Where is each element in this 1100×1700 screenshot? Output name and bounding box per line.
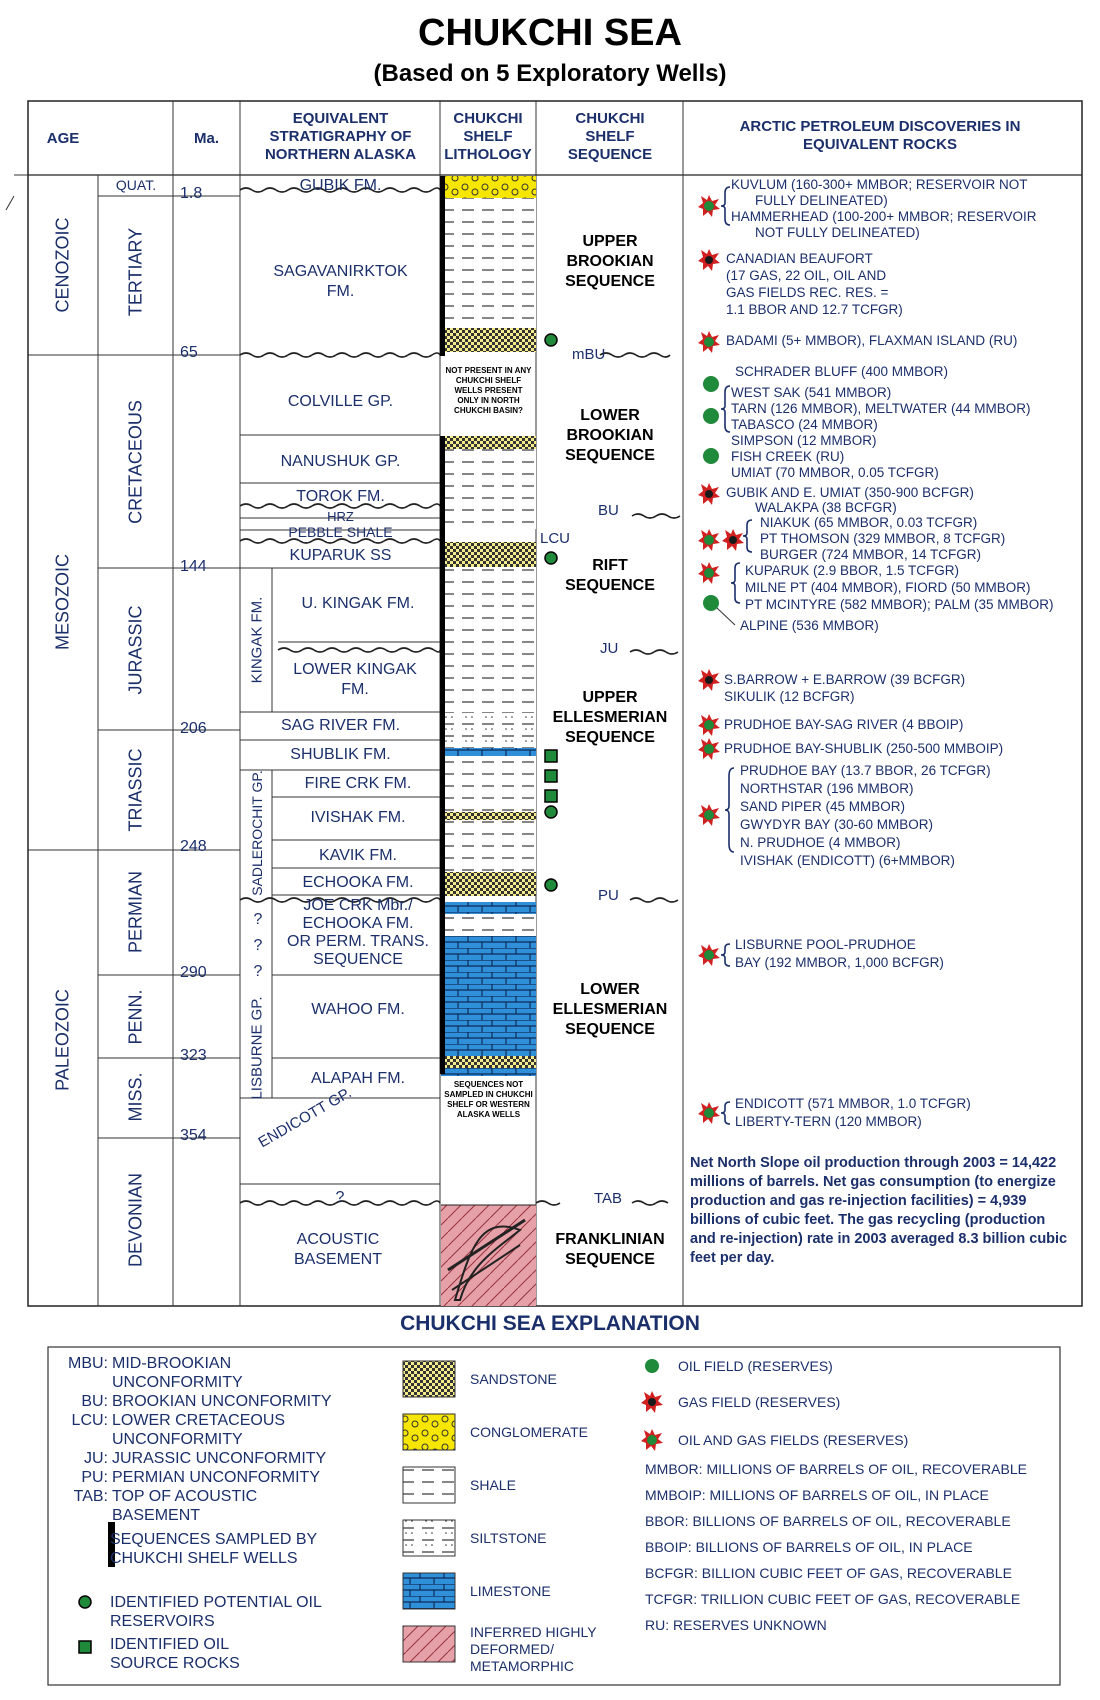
unc-pu: PU [598, 887, 619, 904]
legend-gas-field: GAS FIELD (RESERVES) [678, 1394, 841, 1410]
period-penn: PENN. [125, 989, 146, 1045]
disc-0: KUVLUM (160-300+ MMBOR; RESERVOIR NOT [731, 177, 1028, 192]
disc-21: KUPARUK (2.9 BBOR, 1.5 TCFGR) [745, 563, 960, 578]
oil-reservoir-marker [545, 806, 557, 818]
group-lisburne: LISBURNE GP. [248, 996, 266, 1100]
legend-unit-ru: RU: RESERVES UNKNOWN [645, 1617, 827, 1633]
oil-reservoir-marker [545, 879, 557, 891]
seq-upper-brookian: UPPER BROOKIAN SEQUENCE [565, 233, 655, 290]
period-tertiary: TERTIARY [125, 227, 146, 317]
ma-65: 65 [180, 344, 198, 361]
fm-wahoo: WAHOO FM. [311, 1001, 405, 1018]
header-age: AGE [46, 130, 80, 147]
unc-bu: BU [598, 502, 619, 519]
legend-abbrev-item: MBU: MID-BROOKIAN UNCONFORMITY [68, 1355, 243, 1391]
disc-24: ALPINE (536 MMBOR) [740, 618, 879, 633]
disc-9: SCHRADER BLUFF (400 MMBOR) [735, 364, 949, 379]
header-ma: Ma. [193, 130, 219, 147]
legend-abbrev-item: BU: BROOKIAN UNCONFORMITY [81, 1393, 332, 1410]
fm-lkingak: LOWER KINGAK FM. [293, 661, 417, 698]
header-seq: CHUKCHI SHELF SEQUENCE [567, 110, 653, 163]
disc-38: LIBERTY-TERN (120 MMBOR) [735, 1114, 922, 1129]
chart-title: CHUKCHI SEA [418, 12, 682, 54]
header-strat: EQUIVALENT STRATIGRAPHY OF NORTHERN ALASKA [264, 110, 417, 163]
period-cretaceous: CRETACEOUS [125, 400, 146, 524]
note-not-present: NOT PRESENT IN ANY CHUKCHI SHELF WELLS PRESENT ONLY IN NORTH CHUKCHI BASIN? [445, 366, 532, 415]
legend-abbrev-item: JU: JURASSIC UNCONFORMITY [84, 1450, 327, 1467]
header-disc: ARCTIC PETROLEUM DISCOVERIES IN EQUIVALENT ROCKS [739, 118, 1021, 153]
disc-16: GUBIK AND E. UMIAT (350-900 BCFGR) [726, 485, 974, 500]
legend-unit-bboip: BBOIP: BILLIONS OF BARRELS OF OIL, IN PLACE [645, 1539, 973, 1555]
disc-6: GAS FIELDS REC. RES. = [726, 285, 889, 300]
disc-10: WEST SAK (541 MMBOR) [731, 385, 892, 400]
unc-mbu: mBU [572, 346, 606, 363]
fm-kavik: KAVIK FM. [319, 847, 397, 864]
legend-abbrev-item: TAB: TOP OF ACOUSTIC BASEMENT [73, 1488, 258, 1524]
disc-34: IVISHAK (ENDICOTT) (6+MMBOR) [740, 853, 955, 868]
legend-unit-bcfgr: BCFGR: BILLION CUBIC FEET OF GAS, RECOVERABLE [645, 1565, 1012, 1581]
oil-source-marker [545, 750, 557, 762]
legend-oil-field: OIL FIELD (RESERVES) [678, 1358, 833, 1374]
disc-18: NIAKUK (65 MMBOR, 0.03 TCFGR) [760, 515, 978, 530]
seq-lower-ellesmerian: LOWER ELLESMERIAN SEQUENCE [552, 981, 668, 1038]
fm-shublik: SHUBLIK FM. [290, 746, 391, 763]
disc-35: LISBURNE POOL-PRUDHOE [735, 937, 916, 952]
legend-shale: SHALE [470, 1477, 516, 1493]
ma-354: 354 [180, 1127, 207, 1144]
unc-tab: TAB [594, 1190, 623, 1207]
disc-33: N. PRUDHOE (4 MMBOR) [740, 835, 901, 850]
fm-joecrk-2: ECHOOKA FM. [302, 915, 414, 932]
legend-oil-source-label: IDENTIFIED OIL SOURCE ROCKS [110, 1636, 240, 1672]
disc-32: GWYDYR BAY (30-60 MMBOR) [740, 817, 934, 832]
fm-pebble: PEBBLE SHALE [288, 524, 393, 540]
disc-7: 1.1 BBOR AND 12.7 TCFGR) [726, 302, 903, 317]
period-quat: QUAT. [115, 177, 157, 193]
period-permian: PERMIAN [125, 870, 146, 954]
fm-joecrk-4: SEQUENCE [313, 951, 403, 968]
legend-conglomerate: CONGLOMERATE [470, 1424, 588, 1440]
ma-206: 206 [180, 720, 207, 737]
group-endicott: ENDICOTT GP. [255, 1084, 355, 1152]
ma-1-8: 1.8 [180, 185, 203, 202]
disc-1: FULLY DELINEATED) [755, 193, 888, 208]
disc-15: UMIAT (70 MMBOR, 0.05 TCFGR) [731, 465, 939, 480]
fm-colville: COLVILLE GP. [287, 393, 394, 410]
disc-5: (17 GAS, 22 OIL, OIL AND [726, 268, 887, 283]
group-kingak: KINGAK FM. [248, 596, 266, 684]
disc-11: TARN (126 MMBOR), MELTWATER (44 MMBOR) [731, 401, 1031, 416]
disc-30: NORTHSTAR (196 MMBOR) [740, 781, 914, 796]
fm-ivishak: IVISHAK FM. [310, 809, 406, 826]
legend-sampled-label: SEQUENCES SAMPLED BY CHUKCHI SHELF WELLS [110, 1531, 317, 1567]
disc-26: SIKULIK (12 BCFGR) [724, 689, 855, 704]
unc-lcu: LCU [540, 530, 571, 547]
disc-12: TABASCO (24 MMBOR) [731, 417, 878, 432]
disc-17: WALAKPA (38 BCFGR) [755, 500, 897, 515]
production-note: Net North Slope oil production through 2003 = 14,422 millions of barrels. Net gas consumption (to energize production and gas re-injection facilities) = 4,939 billions of cubic feet. The gas recycling (production and re-injection) rate in 2003 averaged 8.3 billion cubic feet per day. [690, 1155, 1068, 1266]
disc-2: HAMMERHEAD (100-200+ MMBOR; RESERVOIR [731, 209, 1037, 224]
seq-rift: RIFT SEQUENCE [565, 557, 655, 594]
group-sadlerochit: SADLEROCHIT GP. [249, 770, 265, 896]
disc-23: PT MCINTYRE (582 MMBOR); PALM (35 MMBOR) [745, 597, 1054, 612]
legend-oil-gas-field: OIL AND GAS FIELDS (RESERVES) [678, 1432, 909, 1448]
era-cenozoic: CENOZOIC [52, 217, 73, 313]
chart-subtitle: (Based on 5 Exploratory Wells) [373, 60, 727, 87]
seq-upper-ellesmerian: UPPER ELLESMERIAN SEQUENCE [552, 689, 668, 746]
fm-torok: TOROK FM. [296, 488, 385, 505]
oil-source-marker [545, 770, 557, 782]
disc-22: MILNE PT (404 MMBOR), FIORD (50 MMBOR) [745, 580, 1031, 595]
oil-reservoir-marker [545, 334, 557, 346]
disc-3: NOT FULLY DELINEATED) [755, 225, 920, 240]
explanation-title: CHUKCHI SEA EXPLANATION [400, 1312, 700, 1335]
era-mesozoic: MESOZOIC [52, 553, 73, 651]
legend-limestone: LIMESTONE [470, 1583, 551, 1599]
query-1: ? [253, 911, 263, 928]
ma-248: 248 [180, 838, 207, 855]
legend-abbrev-item: PU: PERMIAN UNCONFORMITY [81, 1469, 320, 1486]
query-3: ? [253, 963, 263, 980]
period-devonian: DEVONIAN [125, 1172, 146, 1268]
seq-franklinian: FRANKLINIAN SEQUENCE [555, 1231, 665, 1268]
legend-siltstone: SILTSTONE [470, 1530, 547, 1546]
fm-echooka: ECHOOKA FM. [302, 874, 414, 891]
disc-31: SAND PIPER (45 MMBOR) [740, 799, 906, 814]
legend-unit-bbor: BBOR: BILLIONS OF BARRELS OF OIL, RECOVERABLE [645, 1513, 1011, 1529]
fm-alapah: ALAPAH FM. [311, 1070, 405, 1087]
legend-oil-reservoir-label: IDENTIFIED POTENTIAL OIL RESERVOIRS [110, 1594, 322, 1630]
note-not-sampled: SEQUENCES NOT SAMPLED IN CHUKCHI SHELF OR WESTERN ALASKA WELLS [444, 1080, 533, 1119]
fm-nanushuk: NANUSHUK GP. [280, 453, 401, 470]
legend-abbrev-list [56, 1354, 376, 1525]
ma-144: 144 [180, 558, 207, 575]
disc-19: PT THOMSON (329 MMBOR, 8 TCFGR) [760, 531, 1006, 546]
seq-lower-brookian: LOWER BROOKIAN SEQUENCE [565, 407, 655, 464]
unc-ju: JU [600, 640, 619, 657]
disc-4: CANADIAN BEAUFORT [726, 251, 873, 266]
ma-290: 290 [180, 964, 207, 981]
legend-unit-tcfgr: TCFGR: TRILLION CUBIC FEET OF GAS, RECOVERABLE [645, 1591, 1021, 1607]
fm-joecrk-3: OR PERM. TRANS. [287, 933, 429, 950]
disc-14: FISH CREEK (RU) [731, 449, 845, 464]
disc-37: ENDICOTT (571 MMBOR, 1.0 TCFGR) [735, 1096, 971, 1111]
disc-28: PRUDHOE BAY-SHUBLIK (250-500 MMBOIP) [724, 741, 1004, 756]
query-4: ? [335, 1189, 345, 1206]
fm-kuparuk: KUPARUK SS [289, 547, 392, 564]
period-triassic: TRIASSIC [125, 748, 146, 832]
legend-metamorphic: INFERRED HIGHLY DEFORMED/ METAMORPHIC [470, 1624, 597, 1674]
legend-sandstone: SANDSTONE [470, 1371, 557, 1387]
legend-abbrev-item: LCU: LOWER CRETACEOUS UNCONFORMITY [71, 1412, 286, 1448]
disc-27: PRUDHOE BAY-SAG RIVER (4 BBOIP) [724, 717, 964, 732]
fm-joecrk-1: JOE CRK Mbr./ [303, 897, 413, 914]
fm-firecrk: FIRE CRK FM. [304, 775, 412, 792]
fm-hrz: HRZ [327, 509, 354, 524]
query-2: ? [253, 937, 263, 954]
legend-unit-mmboip: MMBOIP: MILLIONS OF BARRELS OF OIL, IN PLACE [645, 1487, 989, 1503]
disc-29: PRUDHOE BAY (13.7 BBOR, 26 TCFGR) [740, 763, 991, 778]
disc-20: BURGER (724 MMBOR, 14 TCFGR) [760, 547, 982, 562]
header-lith: CHUKCHI SHELF LITHOLOGY [444, 110, 532, 163]
fm-basement: ACOUSTIC BASEMENT [293, 1231, 382, 1268]
oil-source-marker [545, 790, 557, 802]
legend-unit-mmbor: MMBOR: MILLIONS OF BARRELS OF OIL, RECOVERABLE [645, 1461, 1027, 1477]
disc-25: S.BARROW + E.BARROW (39 BCFGR) [724, 672, 966, 687]
period-miss: MISS. [125, 1072, 146, 1122]
era-paleozoic: PALEOZOIC [52, 989, 73, 1091]
fm-ukingak: U. KINGAK FM. [301, 595, 415, 612]
fm-gubik: GUBIK FM. [299, 177, 382, 194]
disc-36: BAY (192 MMBOR, 1,000 BCFGR) [735, 955, 944, 970]
disc-8: BADAMI (5+ MMBOR), FLAXMAN ISLAND (RU) [726, 333, 1018, 348]
ma-323: 323 [180, 1047, 207, 1064]
period-jurassic: JURASSIC [125, 605, 146, 695]
disc-13: SIMPSON (12 MMBOR) [731, 433, 877, 448]
fm-sagriver: SAG RIVER FM. [280, 717, 401, 734]
fm-sagavanirktok: SAGAVANIRKTOK FM. [273, 263, 408, 300]
